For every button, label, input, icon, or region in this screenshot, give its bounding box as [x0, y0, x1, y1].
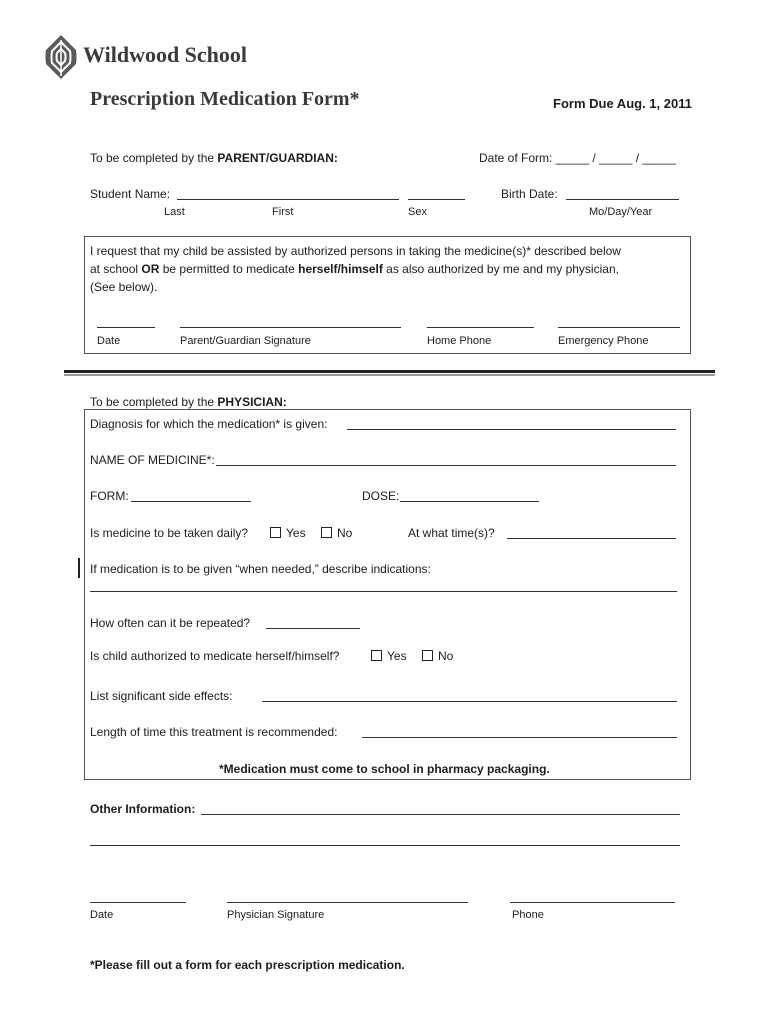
treatment-length-label: Length of time this treatment is recommended: — [90, 725, 338, 739]
daily-no-checkbox[interactable]: No — [321, 526, 352, 540]
form-field[interactable] — [131, 501, 251, 502]
emergency-phone-field[interactable] — [558, 327, 680, 328]
parent-date-label: Date — [97, 335, 121, 347]
footer-note: *Please fill out a form for each prescription medication. — [90, 958, 405, 972]
parent-date-field[interactable] — [97, 327, 155, 328]
emergency-phone-label: Emergency Phone — [558, 335, 649, 347]
checkbox-icon — [371, 650, 382, 661]
daily-question-label: Is medicine to be taken daily? — [90, 526, 249, 540]
physician-phone-label: Phone — [512, 909, 544, 921]
birth-date-field[interactable] — [566, 199, 679, 200]
packaging-note: *Medication must come to school in pharmacy packaging. — [219, 762, 550, 776]
request-text-line2: at school OR be permitted to medicate herself/himself as also authorized by me and my physician, — [90, 262, 619, 276]
first-name-label: First — [272, 206, 294, 218]
parent-signature-field[interactable] — [180, 327, 401, 328]
section-divider-shadow — [64, 374, 715, 376]
physician-section-intro: To be completed by the PHYSICIAN: — [90, 395, 287, 409]
when-needed-field[interactable] — [90, 591, 677, 592]
self-medicate-label: Is child authorized to medicate herself/himself? — [90, 649, 340, 663]
repeat-field[interactable] — [266, 628, 360, 629]
dob-format-label: Mo/Day/Year — [589, 206, 653, 218]
home-phone-field[interactable] — [427, 327, 534, 328]
text-cursor — [78, 558, 80, 578]
last-name-label: Last — [164, 206, 185, 218]
student-name-label: Student Name: — [90, 187, 171, 201]
sex-field[interactable] — [408, 199, 465, 200]
parent-section-intro: To be completed by the PARENT/GUARDIAN: — [90, 151, 338, 165]
other-info-label: Other Information: — [90, 802, 196, 816]
checkbox-icon — [321, 527, 332, 538]
birth-date-label: Birth Date: — [501, 187, 558, 201]
times-label: At what time(s)? — [408, 526, 495, 540]
physician-signature-label: Physician Signature — [227, 909, 325, 921]
school-logo — [44, 34, 78, 80]
dose-label: DOSE: — [362, 489, 400, 503]
side-effects-field[interactable] — [262, 701, 677, 702]
student-name-field[interactable] — [177, 199, 399, 200]
diagnosis-label: Diagnosis for which the medication* is given: — [90, 417, 328, 431]
dose-field[interactable] — [400, 501, 539, 502]
parent-signature-label: Parent/Guardian Signature — [180, 335, 311, 347]
sex-label: Sex — [408, 206, 427, 218]
times-field[interactable] — [507, 538, 676, 539]
form-due-date: Form Due Aug. 1, 2011 — [553, 96, 692, 111]
request-text-line1: I request that my child be assisted by authorized persons in taking the medicine(s)* described below — [90, 244, 621, 258]
physician-phone-field[interactable] — [510, 902, 675, 903]
treatment-length-field[interactable] — [362, 737, 677, 738]
physician-date-label: Date — [90, 909, 114, 921]
medicine-name-field[interactable] — [216, 465, 676, 466]
repeat-label: How often can it be repeated? — [90, 616, 251, 630]
form-title: Prescription Medication Form* — [90, 88, 360, 110]
request-text-line3: (See below). — [90, 280, 158, 294]
physician-signature-field[interactable] — [227, 902, 468, 903]
leaf-logo-icon — [44, 34, 78, 80]
physician-date-field[interactable] — [90, 902, 186, 903]
home-phone-label: Home Phone — [427, 335, 492, 347]
medicine-name-label: NAME OF MEDICINE*: — [90, 453, 215, 467]
other-info-field-2[interactable] — [90, 845, 680, 846]
side-effects-label: List significant side effects: — [90, 689, 233, 703]
school-name: Wildwood School — [83, 42, 248, 67]
diagnosis-field[interactable] — [347, 429, 676, 430]
self-medicate-yes-checkbox[interactable]: Yes — [371, 649, 407, 663]
checkbox-icon — [270, 527, 281, 538]
daily-yes-checkbox[interactable]: Yes — [270, 526, 306, 540]
form-label: FORM: — [90, 489, 129, 503]
section-divider — [64, 370, 715, 373]
when-needed-label: If medication is to be given “when needed,” describe indications: — [90, 562, 431, 576]
other-info-field-1[interactable] — [201, 814, 680, 815]
self-medicate-no-checkbox[interactable]: No — [422, 649, 453, 663]
date-of-form-field[interactable]: Date of Form: _____ / _____ / _____ — [479, 151, 676, 165]
checkbox-icon — [422, 650, 433, 661]
